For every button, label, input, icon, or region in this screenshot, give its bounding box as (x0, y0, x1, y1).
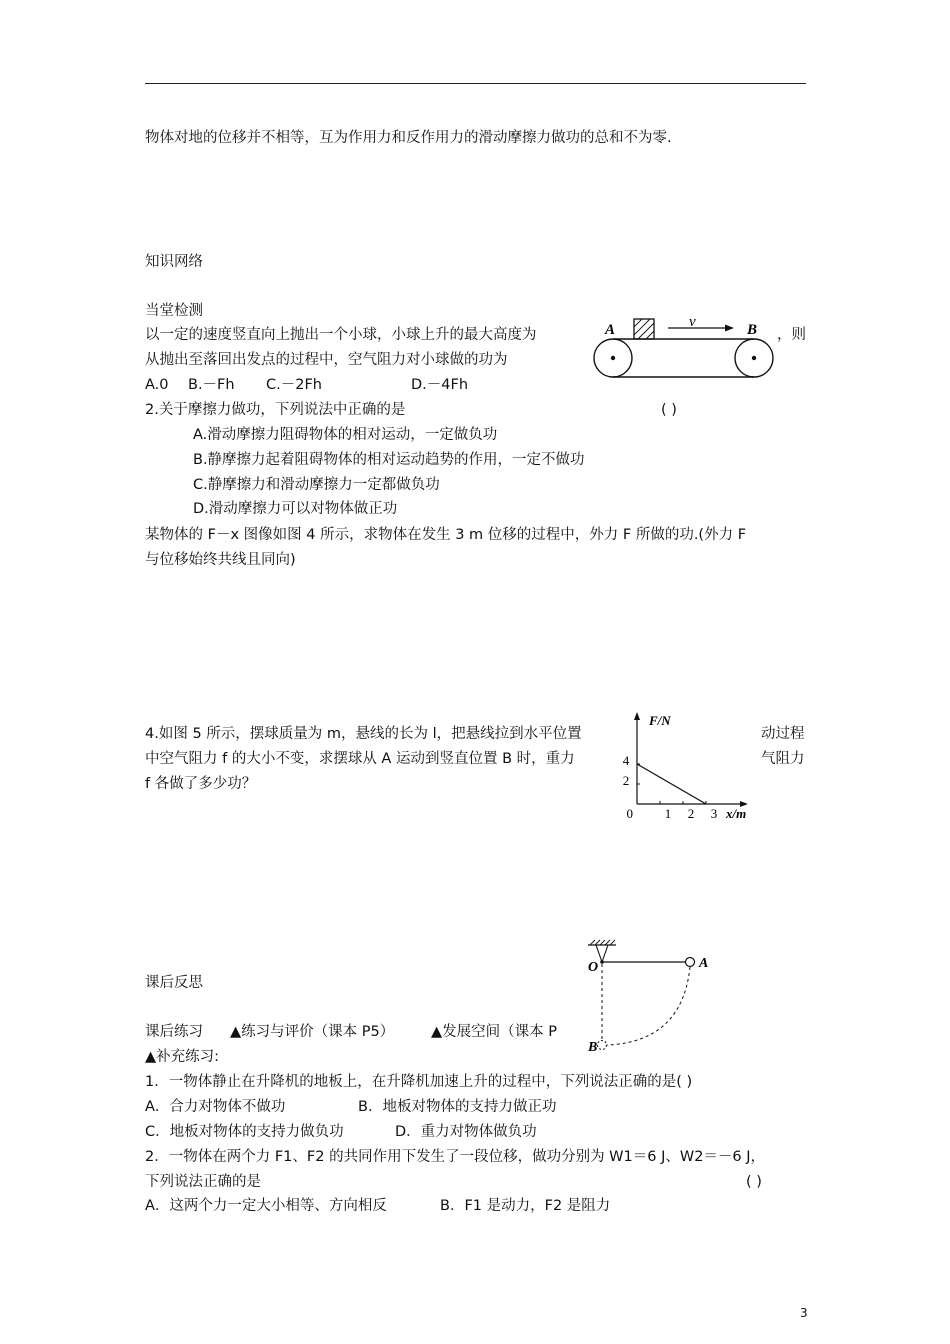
q4-line1-end: 动过程 (761, 726, 805, 742)
pendulum-label-a: A (699, 956, 709, 971)
x-tick-label: 2 (687, 806, 695, 821)
practice-label: 课后练习 (145, 1024, 203, 1040)
ex1-option-a: A．合力对物体不做功 (145, 1099, 286, 1115)
q2-answer-paren: ( ) (661, 402, 677, 418)
ex2-option-a: A．这两个力一定大小相等、方向相反 (145, 1198, 387, 1214)
section-in-class-check: 当堂检测 (145, 303, 203, 319)
q1-option-a: A.0 (145, 377, 169, 393)
ex2-answer-paren: ( ) (746, 1174, 762, 1190)
q3-line1: 某物体的 F－x 图像如图 4 所示，求物体在发生 3 m 位移的过程中，外力 F 所做的功.(外力 F (145, 527, 747, 543)
q1-line1-end: ，则 (777, 327, 806, 343)
q1-line1: 以一定的速度竖直向上抛出一个小球，小球上升的最大高度为 (145, 327, 537, 343)
top-line-text: 物体对地的位移并不相等，互为作用力和反作用力的滑动摩擦力做功的总和不为零. (145, 130, 672, 146)
pendulum-label-b: B (588, 1040, 598, 1055)
y-tick-label: 2 (622, 773, 630, 788)
supplementary-heading: ▲补充练习: (145, 1049, 220, 1065)
header-rule (145, 83, 806, 84)
pendulum-label-o: O (588, 960, 599, 975)
ex2-option-b: B．F1 是动力，F2 是阻力 (440, 1198, 611, 1214)
force-displacement-graph (615, 708, 760, 826)
q3-line2: 与位移始终共线且同向) (145, 552, 296, 568)
pendulum-bob-b (598, 1041, 607, 1050)
q4-line2-end: 气阻力 (761, 751, 805, 767)
pendulum-figure (582, 938, 712, 1060)
q4-line2: 中空气阻力 f 的大小不变，求摆球从 A 运动到竖直位置 B 时，重力 (145, 751, 575, 767)
q2-option-d: D.滑动摩擦力可以对物体做正功 (193, 501, 398, 517)
q1-option-b: B.－Fh (188, 377, 235, 393)
q1-option-d: D.－4Fh (411, 377, 469, 393)
ex2-line1: 2．一物体在两个力 F1、F2 的共同作用下发生了一段位移，做功分别为 W1＝6 J、W2＝－6 J， (145, 1149, 766, 1165)
conveyor-label-v: v (689, 315, 696, 330)
origin-label: 0 (626, 806, 633, 821)
q4-line1: 4.如图 5 所示，摆球质量为 m，悬线的长为 l，把悬线拉到水平位置 (145, 726, 582, 742)
q2-option-c: C.静摩擦力和滑动摩擦力一定都做负功 (193, 477, 440, 493)
conveyor-label-b: B (747, 322, 758, 338)
ex2-line2: 下列说法正确的是 (145, 1174, 261, 1190)
practice-item-1: ▲练习与评价（课本 P5） (230, 1024, 395, 1040)
x-tick-label: 3 (710, 806, 718, 821)
q2-option-b: B.静摩擦力起着阻碍物体的相对运动趋势的作用，一定不做功 (193, 452, 585, 468)
q2-stem: 2.关于摩擦力做功，下列说法中正确的是 (145, 402, 406, 418)
pendulum-bob-a (686, 958, 695, 967)
ex1-option-d: D．重力对物体做负功 (395, 1124, 537, 1140)
q1-option-c: C.－2Fh (266, 377, 322, 393)
y-axis-label: F/N (649, 713, 671, 728)
q1-line2: 从抛出至落回出发点的过程中，空气阻力对小球做的功为 (145, 352, 508, 368)
q2-option-a: A.滑动摩擦力阻碍物体的相对运动，一定做负功 (193, 427, 498, 443)
conveyor-label-a: A (605, 322, 616, 338)
ex1-stem: 1．一物体静止在升降机的地板上，在升降机加速上升的过程中，下列说法正确的是( ) (145, 1074, 693, 1090)
swing-arc (607, 967, 690, 1045)
ex1-option-b: B．地板对物体的支持力做正功 (358, 1099, 557, 1115)
force-line (637, 764, 706, 804)
practice-item-2: ▲发展空间（课本 P (431, 1024, 558, 1040)
x-tick-label: 1 (664, 806, 672, 821)
x-axis-label: x/m (726, 806, 747, 821)
conveyor-belt-figure (591, 315, 776, 380)
section-reflection: 课后反思 (145, 975, 203, 991)
section-knowledge-network: 知识网络 (145, 254, 203, 270)
ex1-option-c: C．地板对物体的支持力做负功 (145, 1124, 344, 1140)
page-number: 3 (800, 1306, 808, 1320)
y-tick-label: 4 (622, 753, 630, 768)
q4-line3: f 各做了多少功？ (145, 776, 257, 792)
